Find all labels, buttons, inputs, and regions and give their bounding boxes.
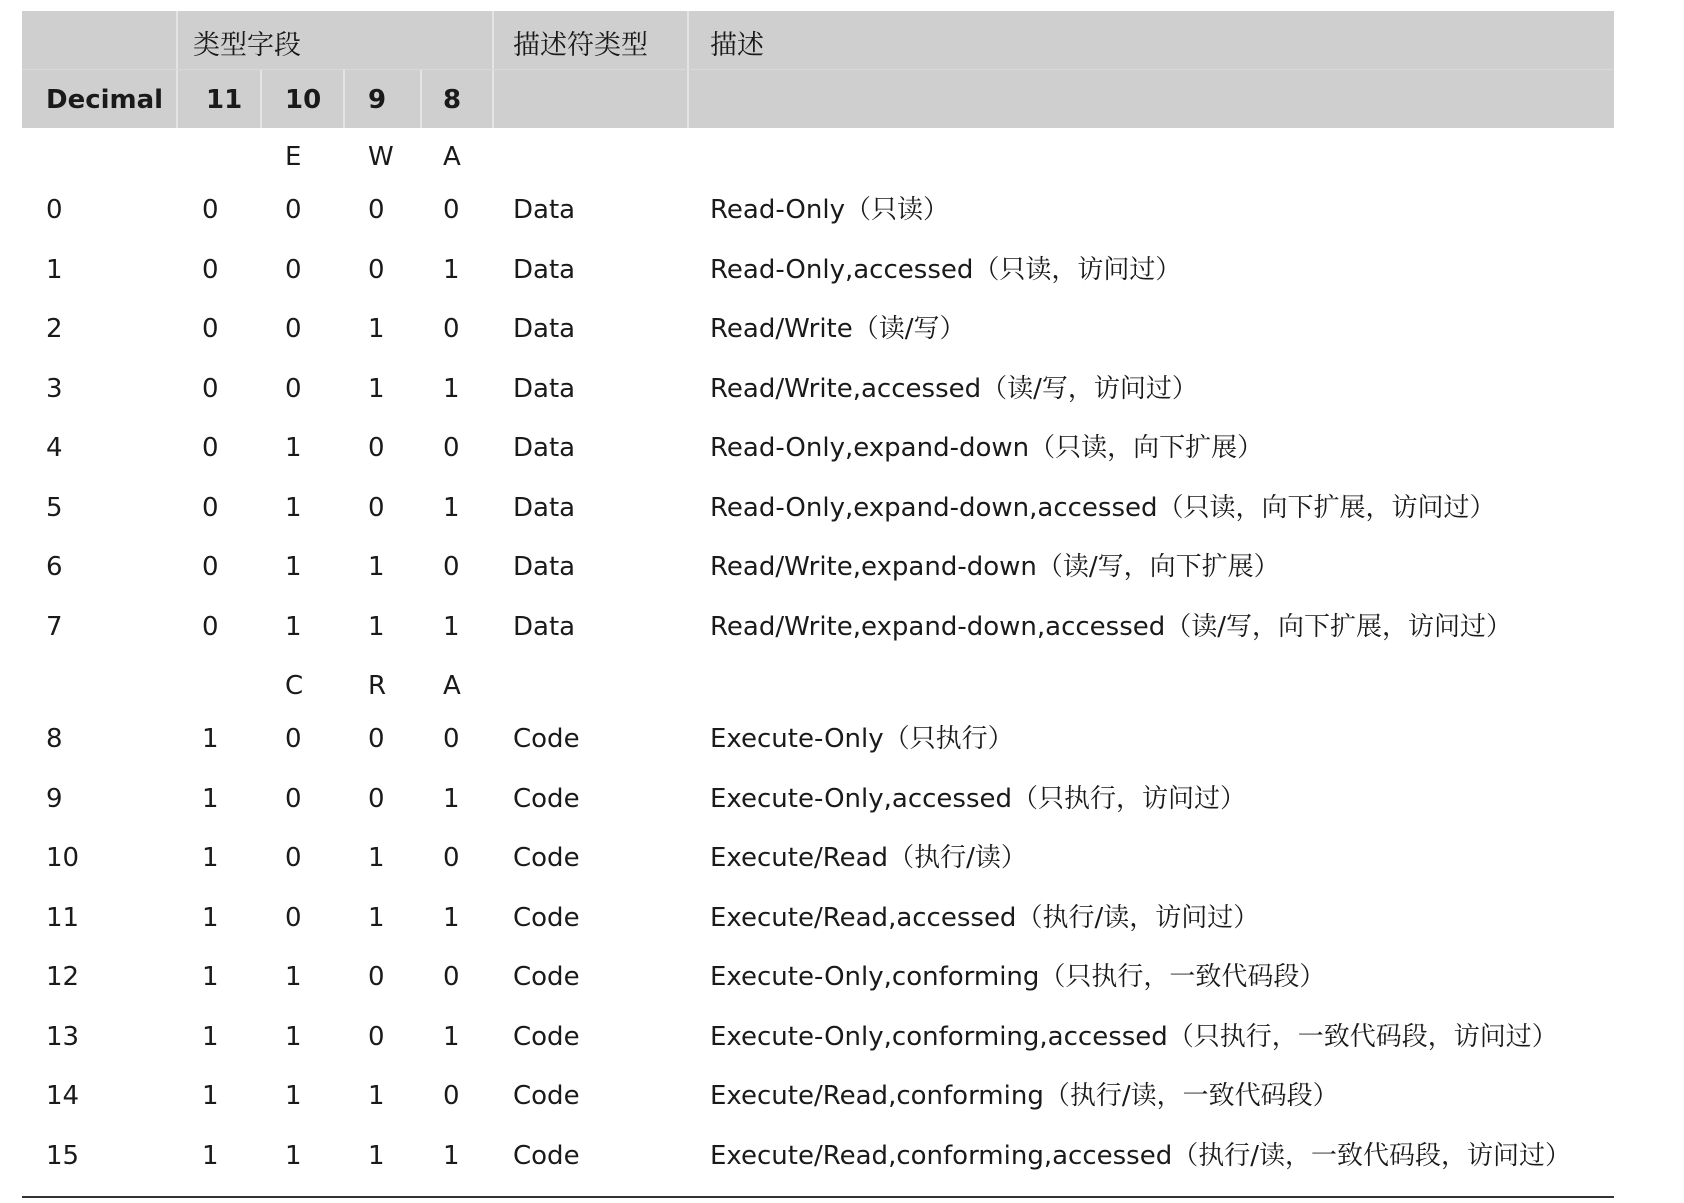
descriptor-type-cell: Code [513,1021,580,1052]
bit-11-cell: 0 [202,552,219,582]
flag-bit-10: E [285,142,302,172]
description-cell: Read/Write,expand-down,accessed（读/写，向下扩展，访问过） [710,611,1513,642]
header-bit-10: 10 [285,85,322,115]
bit-11-cell: 0 [202,492,219,523]
bit-10-cell: 0 [285,902,302,933]
header-bit-8: 8 [443,85,462,115]
bit-11-cell: 1 [202,724,219,754]
bit-9-cell: 1 [368,373,385,404]
decimal-cell: 11 [46,902,80,933]
decimal-cell: 3 [46,373,63,404]
flag-bit-9: R [368,671,387,701]
descriptor-type-cell: Data [513,373,576,404]
table-row [22,889,1614,948]
header-row-divider [22,69,1614,70]
bit-10-cell: 0 [285,314,302,344]
decimal-cell: 9 [46,783,63,814]
description-cell: Execute/Read,conforming（执行/读，一致代码段） [710,1081,1339,1111]
bit-10-cell: 0 [285,843,302,873]
descriptor-type-cell: Code [513,843,580,873]
bit-9-cell: 0 [368,724,385,754]
table-row [22,1127,1614,1186]
description-cell: Execute/Read,conforming,accessed（执行/读，一致代码段，访问过） [710,1140,1571,1171]
header-bit-11: 11 [206,85,243,115]
bit-8-cell: 0 [443,843,460,873]
decimal-cell: 10 [46,843,80,873]
description-cell: Read-Only,expand-down（只读，向下扩展） [710,433,1264,463]
decimal-cell: 2 [46,314,63,344]
decimal-cell: 8 [46,724,63,754]
bit-11-cell: 1 [202,1140,219,1171]
bit-10-cell: 1 [285,1081,302,1111]
table-header [22,11,1614,128]
header-decimal: Decimal [46,85,164,115]
description-cell: Read/Write（读/写） [710,314,966,344]
table-row [22,360,1614,419]
description-cell: Read-Only,expand-down,accessed（只读，向下扩展，访问过） [710,492,1496,523]
table-row [22,479,1614,538]
header-divider [260,69,262,128]
bit-11-cell: 0 [202,254,219,285]
description-cell: Read/Write,expand-down（读/写，向下扩展） [710,552,1280,582]
bit-9-cell: 0 [368,492,385,523]
description-cell: Execute-Only,conforming,accessed（只执行，一致代码段，访问过） [710,1021,1558,1052]
bit-11-cell: 1 [202,902,219,933]
bit-10-cell: 0 [285,254,302,285]
bit-8-cell: 1 [443,902,460,933]
bit-9-cell: 0 [368,433,385,463]
descriptor-type-cell: Code [513,1140,580,1171]
bit-11-cell: 0 [202,373,219,404]
bit-9-cell: 1 [368,902,385,933]
table-row [22,770,1614,829]
bit-11-cell: 0 [202,314,219,344]
table-row [22,181,1614,240]
bit-8-cell: 0 [443,552,460,582]
bit-10-cell: 0 [285,724,302,754]
descriptor-type-cell: Data [513,195,576,225]
bit-10-cell: 1 [285,433,302,463]
descriptor-type-cell: Code [513,724,580,754]
bit-10-cell: 0 [285,195,302,225]
decimal-cell: 13 [46,1021,80,1052]
decimal-cell: 4 [46,433,63,463]
flag-subheader-row [22,128,1614,187]
bit-8-cell: 1 [443,611,460,642]
bit-8-cell: 1 [443,783,460,814]
bit-10-cell: 1 [285,611,302,642]
table-row [22,241,1614,300]
bit-9-cell: 0 [368,1021,385,1052]
descriptor-type-cell: Data [513,314,576,344]
descriptor-type-cell: Data [513,611,576,642]
flag-bit-10: C [285,671,304,701]
decimal-cell: 6 [46,552,63,582]
table-row [22,538,1614,597]
header-type-field: 类型字段 [193,30,301,61]
bit-10-cell: 0 [285,373,302,404]
description-cell: Execute-Only（只执行） [710,724,1014,754]
header-descriptor-type: 描述符类型 [513,30,648,61]
description-cell: Read-Only,accessed（只读，访问过） [710,254,1182,285]
bit-9-cell: 1 [368,1081,385,1111]
descriptor-type-cell: Code [513,1081,580,1111]
table-row [22,419,1614,478]
table-row [22,598,1614,657]
bit-8-cell: 0 [443,195,460,225]
bit-9-cell: 0 [368,962,385,992]
bit-10-cell: 1 [285,1140,302,1171]
flag-bit-9: W [368,142,394,172]
flag-bit-8: A [443,142,461,172]
flag-subheader-row [22,657,1614,716]
bit-10-cell: 0 [285,783,302,814]
decimal-cell: 14 [46,1081,80,1111]
bit-11-cell: 1 [202,783,219,814]
decimal-cell: 5 [46,492,63,523]
header-description: 描述 [710,30,764,61]
bit-9-cell: 0 [368,254,385,285]
bit-9-cell: 1 [368,843,385,873]
bit-9-cell: 1 [368,611,385,642]
description-cell: Read/Write,accessed（读/写，访问过） [710,373,1198,404]
bit-11-cell: 0 [202,195,219,225]
bit-8-cell: 1 [443,1140,460,1171]
decimal-cell: 0 [46,195,63,225]
description-cell: Execute/Read（执行/读） [710,843,1027,873]
table-row [22,1067,1614,1126]
decimal-cell: 12 [46,962,80,992]
table-row [22,829,1614,888]
bit-8-cell: 0 [443,1081,460,1111]
descriptor-type-cell: Data [513,433,576,463]
bit-8-cell: 1 [443,1021,460,1052]
bit-9-cell: 1 [368,314,385,344]
description-cell: Execute-Only,conforming（只执行，一致代码段） [710,962,1326,992]
descriptor-type-cell: Code [513,962,580,992]
bit-11-cell: 1 [202,1081,219,1111]
descriptor-type-cell: Data [513,552,576,582]
header-divider [343,69,345,128]
header-divider [420,69,422,128]
bit-8-cell: 1 [443,373,460,404]
bit-8-cell: 0 [443,433,460,463]
segment-type-table [22,11,1614,1171]
descriptor-type-cell: Code [513,783,580,814]
decimal-cell: 7 [46,611,63,642]
decimal-cell: 15 [46,1140,80,1171]
table-row [22,948,1614,1007]
bit-11-cell: 1 [202,843,219,873]
decimal-cell: 1 [46,254,63,285]
header-bit-9: 9 [368,85,387,115]
bit-9-cell: 0 [368,195,385,225]
bit-9-cell: 1 [368,552,385,582]
description-cell: Read-Only（只读） [710,195,949,225]
table-row [22,710,1614,769]
bit-8-cell: 0 [443,724,460,754]
bit-11-cell: 1 [202,1021,219,1052]
bit-10-cell: 1 [285,962,302,992]
table-bottom-rule [22,1196,1614,1198]
bit-11-cell: 1 [202,962,219,992]
flag-bit-8: A [443,671,461,701]
bit-8-cell: 1 [443,492,460,523]
bit-9-cell: 1 [368,1140,385,1171]
table-row [22,1008,1614,1067]
bit-9-cell: 0 [368,783,385,814]
bit-10-cell: 1 [285,492,302,523]
bit-10-cell: 1 [285,1021,302,1052]
description-cell: Execute-Only,accessed（只执行，访问过） [710,783,1247,814]
bit-8-cell: 1 [443,254,460,285]
descriptor-type-cell: Code [513,902,580,933]
bit-8-cell: 0 [443,962,460,992]
table-row [22,300,1614,359]
description-cell: Execute/Read,accessed（执行/读，访问过） [710,902,1260,933]
bit-11-cell: 0 [202,611,219,642]
bit-11-cell: 0 [202,433,219,463]
descriptor-type-cell: Data [513,492,576,523]
bit-10-cell: 1 [285,552,302,582]
descriptor-type-cell: Data [513,254,576,285]
bit-8-cell: 0 [443,314,460,344]
